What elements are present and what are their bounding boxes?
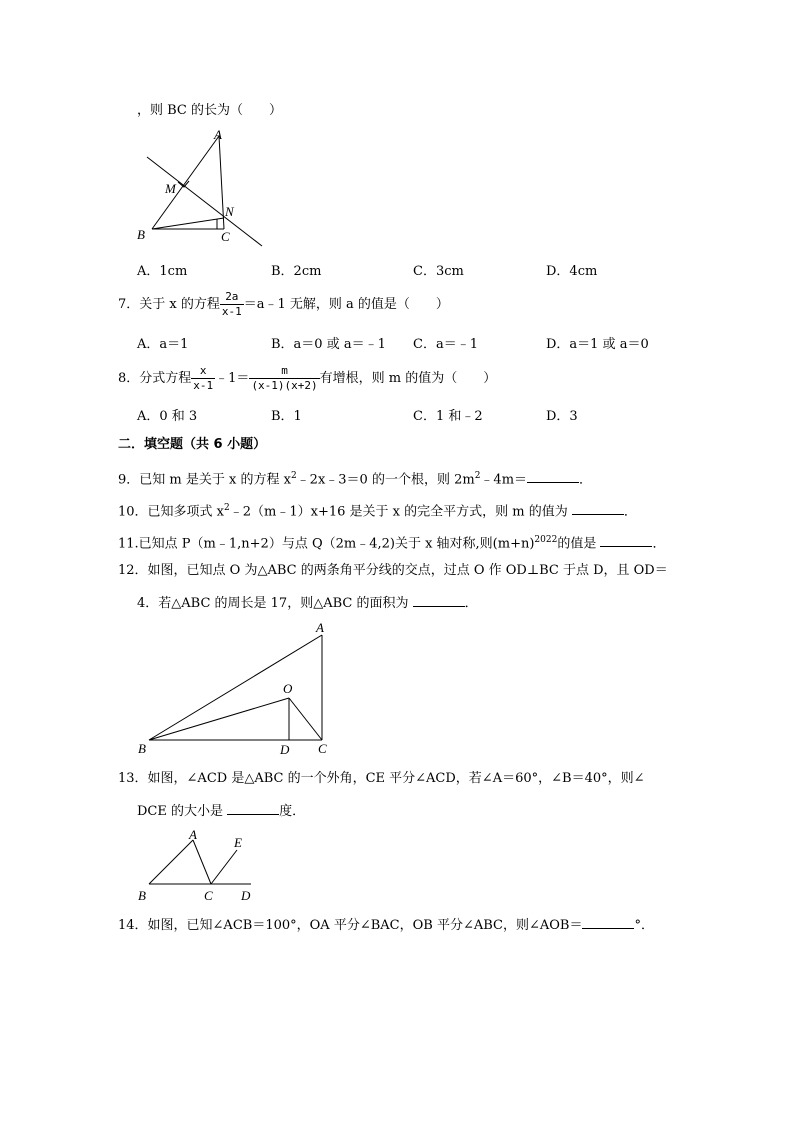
q6-option-b: B．2cm — [271, 264, 322, 279]
section-heading: 二．填空题（共 6 小题） — [118, 437, 267, 452]
q7-option-b: B．a＝0 或 a＝﹣1 — [271, 337, 386, 352]
q6-label-A: A — [214, 127, 222, 142]
q12-part-a: 4．若△ABC 的周长是 17，则△ABC 的面积为 — [137, 596, 409, 611]
q13-label-C: C — [204, 888, 213, 903]
q8-numerator-2: m — [249, 364, 319, 379]
q8-option-c: C．1 和﹣2 — [413, 409, 483, 424]
q8-stem — [118, 364, 496, 393]
q7-option-c: C．a＝﹣1 — [413, 337, 478, 352]
q8-mid: ﹣1＝ — [215, 371, 250, 386]
q12-line-2 — [137, 593, 478, 613]
q9-sup-1: 2 — [290, 471, 297, 481]
q10-sup: 2 — [224, 503, 230, 513]
q12-line-1: 12．如图，已知点 O 为△ABC 的两条角平分线的交点，过点 O 作 OD⊥BC 于点 D，且 OD＝ — [118, 563, 668, 578]
q9-end: ． — [579, 472, 593, 488]
q14-answer-blank[interactable] — [582, 915, 634, 929]
q13-figure — [135, 826, 265, 906]
q7-post: ＝a﹣1 无解，则 a 的值是（ ） — [243, 297, 449, 312]
q12-label-D: D — [280, 742, 290, 757]
q13-answer-blank[interactable] — [227, 801, 279, 815]
q12-figure — [135, 618, 335, 760]
q8-denominator-2: (x-1)(x+2) — [251, 379, 318, 392]
q10-part-a: 10．已知多项式 x — [118, 504, 225, 520]
q8-post: 有增根，则 m 的值为（ ） — [319, 371, 497, 386]
q11-sup: 2022 — [534, 535, 558, 545]
q6-option-a: A．1cm — [137, 264, 188, 279]
q13-label-B: B — [138, 888, 146, 903]
q6-stem: ，则 BC 的长为（ ） — [137, 103, 283, 118]
q7-numerator: 2a — [220, 290, 244, 305]
q7-option-a: A．a＝1 — [137, 337, 189, 352]
q8-option-a: A．0 和 3 — [137, 409, 198, 424]
q12-answer-blank[interactable] — [413, 593, 465, 607]
q13-part-b: 度． — [279, 804, 306, 819]
q12-label-A: A — [316, 620, 324, 635]
q6-option-c: C．3cm — [413, 264, 464, 279]
q9-line — [118, 467, 592, 489]
q14-line — [118, 915, 654, 935]
q12-label-C: C — [318, 741, 327, 756]
q11-line — [118, 531, 666, 553]
q12-label-B: B — [138, 741, 146, 756]
q6-figure — [135, 125, 270, 250]
q6-label-N: N — [225, 204, 234, 219]
q7-option-d: D．a＝1 或 a＝0 — [546, 337, 649, 352]
q8-pre: 8．分式方程 — [118, 371, 192, 386]
q10-answer-blank[interactable] — [572, 501, 624, 515]
q12-end: ． — [464, 596, 478, 611]
q13-line-1: 13．如图，∠ACD 是△ABC 的一个外角，CE 平分∠ACD，若∠A＝60°，∠B＝40°，则∠ — [118, 771, 645, 786]
q11-part-a: 11.已知点 P（m﹣1,n+2）与点 Q（2m﹣4,2)关于 x 轴对称,则(m+n) — [118, 536, 535, 552]
q8-option-b: B．1 — [271, 409, 302, 424]
q13-line-2 — [137, 801, 305, 821]
q8-fraction-2 — [249, 364, 319, 393]
q10-line — [118, 499, 637, 521]
q10-end: ． — [623, 504, 637, 520]
q13-label-E: E — [234, 835, 242, 850]
q7-denominator: x-1 — [221, 305, 242, 318]
q7-pre: 7．关于 x 的方程 — [118, 297, 220, 312]
q9-part-a: 9．已知 m 是关于 x 的方程 x — [118, 472, 291, 488]
q11-part-b: 的值是 — [557, 536, 597, 552]
q9-part-c: ﹣4m＝ — [480, 472, 528, 488]
q13-label-A: A — [189, 827, 197, 842]
q11-end: ． — [652, 536, 666, 552]
q7-fraction — [220, 290, 244, 319]
q6-label-B: B — [137, 227, 145, 242]
q6-option-d: D．4cm — [546, 264, 598, 279]
q8-numerator-1: x — [191, 364, 215, 379]
q8-denominator-1: x-1 — [193, 379, 214, 392]
q13-part-a: DCE 的大小是 — [137, 804, 223, 819]
q6-label-C: C — [221, 229, 230, 244]
q9-part-b: ﹣2x﹣3＝0 的一个根，则 2m — [296, 472, 475, 488]
q13-label-D: D — [241, 888, 251, 903]
q8-option-d: D．3 — [546, 409, 578, 424]
q14-end: °． — [634, 918, 654, 933]
q10-part-b: ﹣2（m﹣1）x+16 是关于 x 的完全平方式，则 m 的值为 — [229, 504, 568, 520]
q9-answer-blank[interactable] — [527, 469, 579, 483]
q14-part-a: 14．如图，已知∠ACB＝100°，OA 平分∠BAC，OB 平分∠ABC，则∠AOB＝ — [118, 918, 583, 933]
q6-label-M: M — [165, 181, 176, 196]
q9-sup-2: 2 — [474, 471, 481, 481]
q7-stem — [118, 290, 449, 319]
q11-answer-blank[interactable] — [600, 533, 652, 547]
q8-fraction-1 — [191, 364, 215, 393]
q12-label-O: O — [283, 681, 293, 696]
